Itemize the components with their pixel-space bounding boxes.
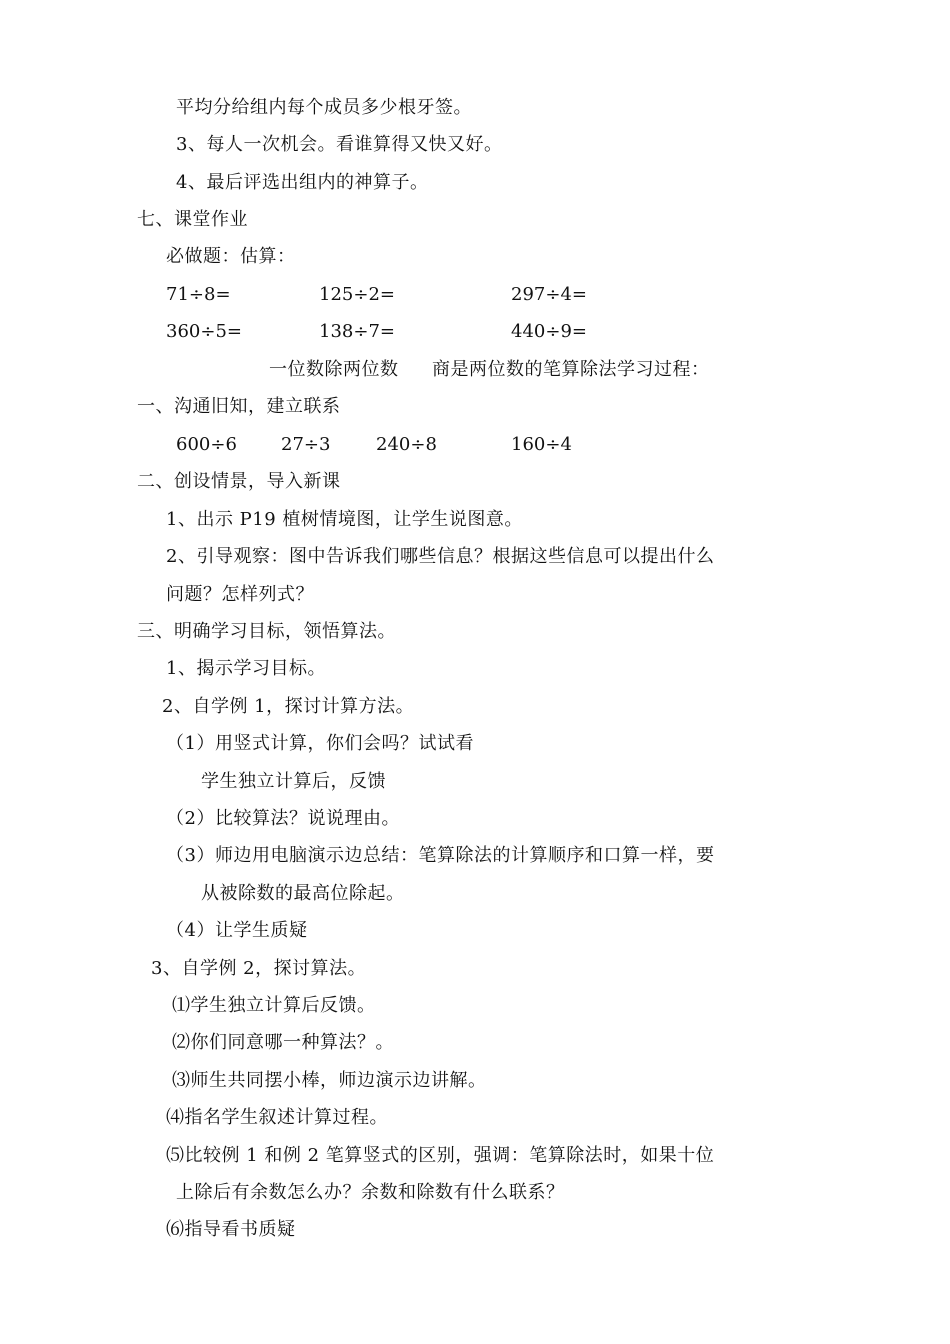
text-line: （2）比较算法？说说理由。 — [166, 808, 400, 829]
text-line: ⑸比较例 1 和例 2 笔算竖式的区别，强调：笔算除法时，如果十位 — [166, 1145, 715, 1166]
text-line: 上除后有余数怎么办？余数和除数有什么联系？ — [176, 1182, 565, 1203]
estimation-item: 71÷8= — [166, 284, 231, 305]
text-line: 问题？怎样列式？ — [166, 584, 314, 605]
section-heading: 三、明确学习目标，领悟算法。 — [137, 621, 396, 642]
text-line: 1、出示 P19 植树情境图，让学生说图意。 — [166, 509, 523, 530]
estimation-item: 125÷2= — [319, 284, 395, 305]
text-line: 学生独立计算后，反馈 — [201, 771, 386, 792]
document-title: 一位数除两位数 — [269, 359, 399, 380]
section-heading: 七、课堂作业 — [137, 209, 248, 230]
estimation-item: 360÷5= — [166, 321, 242, 342]
text-line: 平均分给组内每个成员多少根牙签。 — [176, 97, 472, 118]
text-line: 1、揭示学习目标。 — [166, 658, 326, 679]
estimation-item: 440÷9= — [511, 321, 587, 342]
text-line: 3、每人一次机会。看谁算得又快又好。 — [176, 134, 503, 155]
document-title: 商是两位数的笔算除法学习过程： — [432, 359, 710, 380]
text-line: 2、引导观察：图中告诉我们哪些信息？根据这些信息可以提出什么 — [166, 546, 715, 567]
text-line: 3、自学例 2，探讨算法。 — [151, 958, 367, 979]
text-line: ⑹指导看书质疑 — [166, 1219, 296, 1240]
estimation-item: 297÷4= — [511, 284, 587, 305]
text-line: （4）让学生质疑 — [166, 920, 308, 941]
estimation-item: 138÷7= — [319, 321, 395, 342]
text-line: ⑵你们同意哪一种算法？。 — [172, 1032, 394, 1053]
review-item: 600÷6 — [176, 434, 237, 455]
review-item: 160÷4 — [511, 434, 572, 455]
text-line: 4、最后评选出组内的神算子。 — [176, 172, 429, 193]
review-item: 27÷3 — [281, 434, 331, 455]
text-line: （3）师边用电脑演示边总结：笔算除法的计算顺序和口算一样，要 — [166, 845, 715, 866]
text-line: ⑷指名学生叙述计算过程。 — [166, 1107, 388, 1128]
text-line: 从被除数的最高位除起。 — [201, 883, 405, 904]
text-line: 2、自学例 1，探讨计算方法。 — [162, 696, 415, 717]
section-heading: 二、创设情景，导入新课 — [137, 471, 341, 492]
text-line: 必做题：估算： — [166, 246, 296, 267]
review-item: 240÷8 — [376, 434, 437, 455]
text-line: ⑴学生独立计算后反馈。 — [172, 995, 376, 1016]
text-line: （1）用竖式计算，你们会吗？试试看 — [166, 733, 474, 754]
text-line: ⑶师生共同摆小棒，师边演示边讲解。 — [172, 1070, 487, 1091]
section-heading: 一、沟通旧知，建立联系 — [137, 396, 341, 417]
